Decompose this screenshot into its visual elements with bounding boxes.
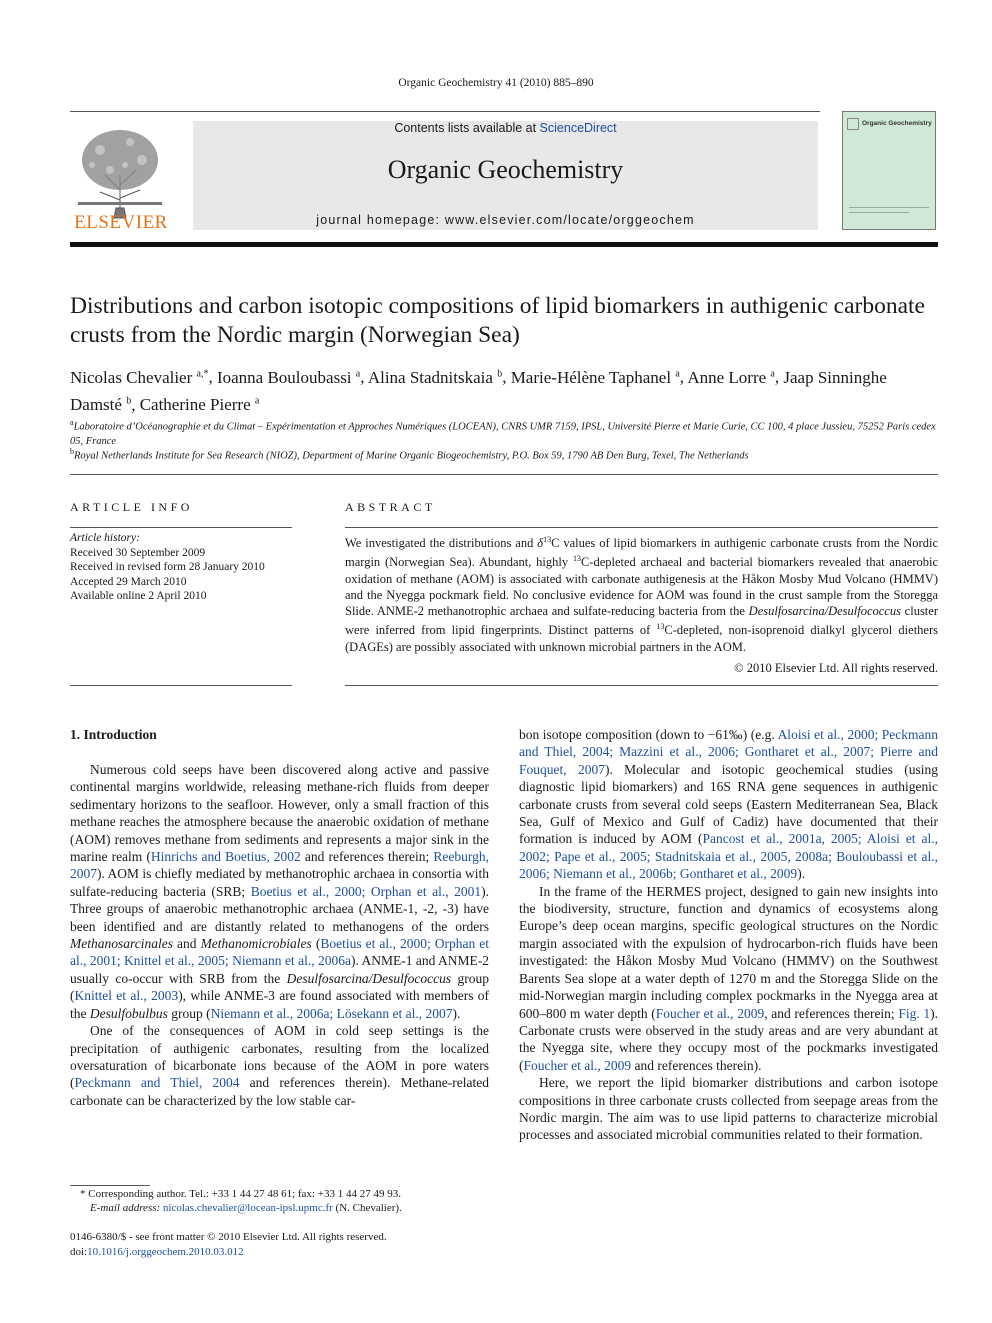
- corresponding-author-note: * Corresponding author. Tel.: +33 1 44 27 48 61; fax: +33 1 44 27 49 93.: [80, 1188, 401, 1200]
- footnote-rule: [70, 1185, 150, 1186]
- affiliation-b: $^b$Royal Netherlands Institute for Sea Research (NIOZ), Department of Marine Organic Biogeochemistry, P.O. Box 59, 1790 AB Den Burg, Texel, The Netherlands: [70, 447, 749, 462]
- journal-title: Organic Geochemistry: [387, 155, 624, 184]
- article-history: Article history: Received 30 September 2009 Received in revised form 28 January 2010 Accepted 29 March 2010 Available online 2 April 2010: [70, 532, 265, 602]
- paragraph: bon isotope composition (down to −61‰) (e.g. Aloisi et al., 2000; Peckmann and Thiel, 2004; Mazzini et al., 2006; Gontharet et al., 2007; Pierre and Fouquet, 2007). Molecular and isotopic geochemical studies (using diagnostic lipid biomarkers) and 16S RNA gene sequences in authigenic carbonate crusts from several cold seeps (Eastern Mediterranean Sea, Black Sea, Gulf of Mexico and Gulf of Cadiz) have documented that their formation is induced by AOM (Pancost et al., 2001a, 2005; Aloisi et al., 2002; Pape et al., 2005; Stadnitskaia et al., 2005, 2008a; Bouloubassi et al., 2006; Niemann et al., 2006b; Gontharet et al., 2009).: [519, 727, 938, 882]
- author[interactable]: Nicolas Chevalier $^{a,*}$: [70, 367, 209, 387]
- author[interactable]: Anne Lorre $^a$: [687, 367, 775, 387]
- header-thick-rule: [70, 242, 938, 247]
- author[interactable]: Ioanna Bouloubassi $^a$: [216, 367, 361, 387]
- body-column-right: [519, 726, 938, 1144]
- doi-line: doi:10.1016/j.orggeochem.2010.03.012: [70, 1246, 244, 1258]
- email-link[interactable]: nicolas.chevalier@locean-ipsl.upmc.fr: [162, 1202, 333, 1214]
- citation-link[interactable]: Boetius et al., 2000; Orphan et al., 2001: [250, 883, 482, 899]
- abstract-heading: ABSTRACT: [345, 500, 436, 514]
- journal-cover-thumbnail: [842, 111, 936, 230]
- paragraph: Numerous cold seeps have been discovered along active and passive continental margins worldwide, releasing methane-rich fluids from deeper sedimentary horizons to the seafloor. However, only a small fraction of this methane reaches the atmosphere because the anaerobic oxidation of methane (AOM) removes methane from sediments and represents a major sink in the marine realm (Hinrichs and Boetius, 2002 and references therein; Reeburgh, 2007). AOM is chiefly mediated by methanotrophic archaea in consortia with sulfate-reducing bacteria (SRB; Boetius et al., 2000; Orphan et al., 2001). Three groups of anaerobic methanotrophic archaea (ANME-1, -2, -3) have been identified and are distantly related to methanogens of the orders Methanosarcinales and Methanomicrobiales (Boetius et al., 2000; Orphan et al., 2001; Knittel et al., 2005; Niemann et al., 2006a). ANME-1 and ANME-2 usually co-occur with SRB from the Desulfosarcina/Desulfococcus group (Knittel et al., 2003), while ANME-3 are found associated with members of the Desulfobulbus group (Niemann et al., 2006a; Lösekann et al., 2007).: [70, 762, 490, 1021]
- article-title: Distributions and carbon isotopic compositions of lipid biomarkers in authigenic carbonate crusts from the Nordic margin (Norwegian Sea): [70, 293, 925, 348]
- abstract-copyright: © 2010 Elsevier Ltd. All rights reserved.: [734, 661, 938, 675]
- citation-link[interactable]: Aloisi et al., 2000; Peckmann and Thiel, 2004; Mazzini et al., 2006; Gontharet et al., 2007; Pierre and Fouquet, 2007: [519, 727, 938, 777]
- paragraph: In the frame of the HERMES project, designed to gain new insights into the biodiversity, structure, function and dynamics of ecosystems along Europe’s deep ocean margins, specific geological structures on the Nordic margin associated with the expulsion of hydrocarbon-rich fluids have been investigated: the Håkon Mosby Mud Volcano (HMMV) on the Southwest Barents Sea slope at a water depth of 1270 m and the Storegga Slide on the mid-Norwegian margin including complex pockmarks in the Nyegga area at 600–800 m water depth (Foucher et al., 2009, and references therein; Fig. 1). Carbonate crusts were observed in the study areas and are very abundant at the Nyegga site, where they occupy most of the pockmarks investigated (Foucher et al., 2009 and references therein).: [519, 883, 938, 1073]
- article-info-heading: ARTICLE INFO: [70, 500, 193, 514]
- author[interactable]: Catherine Pierre $^a$: [139, 395, 260, 415]
- citation-link[interactable]: Foucher et al., 2009: [523, 1057, 632, 1073]
- author[interactable]: Jaap Sinninghe Damsté $^b$: [70, 367, 887, 415]
- paragraph: One of the consequences of AOM in cold seep settings is the precipitation of authigenic carbonates, resulting from the localized oversaturation of bicarbonate ions because of the AOM in pore waters (Peckmann and Thiel, 2004 and references therein). Methane-related carbonate can be characterized by the low stable car-: [70, 1023, 489, 1108]
- sciencedirect-link[interactable]: ScienceDirect: [539, 121, 617, 135]
- paragraph: Here, we report the lipid biomarker distributions and carbon isotope compositions in three carbonate crusts collected from seepage areas from the Nordic margin. The aim was to use lipid patterns to characterize microbial processes and associated microbial communities related to their formation.: [519, 1075, 938, 1143]
- figure-link[interactable]: Fig. 1: [898, 1005, 931, 1021]
- contents-available: Contents lists available at ScienceDirect: [394, 121, 617, 135]
- citation-link[interactable]: Peckmann and Thiel, 2004: [74, 1075, 240, 1091]
- author[interactable]: Alina Stadnitskaia $^b$: [367, 367, 503, 387]
- citation-link[interactable]: Reeburgh, 2007: [70, 849, 489, 882]
- article-info-rule: [70, 527, 292, 528]
- doi-link[interactable]: 10.1016/j.orggeochem.2010.03.012: [87, 1246, 244, 1258]
- affiliation-rule: [70, 474, 938, 475]
- abstract-text: We investigated the distributions and $\delta^{13}C$ values of lipid biomarkers in authigenic carbonate crusts from the Nordic margin (Norwegian Sea). Abundant, highly $^{13}$C-depleted archaeal and bacterial biomarkers revealed that anaerobic oxidation of methane (AOM) is associated with carbonate authigenesis at the Håkon Mosby Mud Volcano (HMMV) and the Nyegga pockmark field. No conclusive evidence for AOM was found in the crust sample from the Storegga Slide. ANME-2 methanotrophic archaea and sulfate-reducing bacteria from the Desulfosarcina/Desulfococcus cluster were inferred from lipid fingerprints. Distinct patterns of $^{13}$C-depleted, non-isoprenoid dialkyl glycerol diethers (DAGEs) are possibly associated with unknown microbial partners in the AOM.: [345, 535, 938, 654]
- citation-link[interactable]: Foucher et al., 2009: [655, 1005, 765, 1021]
- citation-link[interactable]: Boetius et al., 2000; Orphan et al., 2001; Knittel et al., 2005; Niemann et al., 2006a: [70, 936, 490, 969]
- author-list: Nicolas Chevalier $^{a,*}$, Ioanna Bouloubassi $^a$, Alina Stadnitskaia $^b$, Marie-Hélène Taphanel $^a$, Anne Lorre $^a$, Jaap Sinninghe Damsté $^b$, Catherine Pierre $^a$: [70, 367, 887, 415]
- author[interactable]: Marie-Hélène Taphanel $^a$: [510, 367, 680, 387]
- section-heading-introduction: 1. Introduction: [70, 727, 157, 742]
- citation-link[interactable]: Niemann et al., 2006a; Lösekann et al., 2007: [210, 1005, 453, 1021]
- journal-citation: Organic Geochemistry 41 (2010) 885–890: [398, 77, 594, 89]
- issn-line: 0146-6380/$ - see front matter © 2010 Elsevier Ltd. All rights reserved.: [70, 1231, 387, 1243]
- body-column-left: [70, 761, 489, 1109]
- affiliation-a: $^a$Laboratoire d’Océanographie et du Climat – Expérimentation et Approches Numériques (LOCEAN), CNRS UMR 7159, IPSL, Université Pierre et Marie Curie, CC 100, 4 place Jussieu, 75252 Paris cedex 05, France: [70, 418, 936, 447]
- citation-link[interactable]: Pancost et al., 2001a, 2005; Aloisi et al., 2002; Pape et al., 2005; Stadnitskaia et al., 2005, 2008a; Bouloubassi et al., 2006; Niemann et al., 2006b; Gontharet et al., 2009: [519, 831, 938, 882]
- journal-homepage[interactable]: journal homepage: www.elsevier.com/locate/orggeochem: [316, 213, 695, 227]
- citation-link[interactable]: Hinrichs and Boetius, 2002: [150, 849, 301, 865]
- cover-label: Organic Geochemistry: [862, 120, 932, 127]
- header-rule: [70, 111, 820, 112]
- citation-link[interactable]: Knittel et al., 2003: [74, 988, 179, 1004]
- abstract-rule: [345, 527, 938, 528]
- email-note: E-mail address: nicolas.chevalier@locean-ipsl.upmc.fr (N. Chevalier).: [90, 1202, 402, 1214]
- abstract-bottom-rule: [345, 685, 938, 686]
- article-info-bottom-rule: [70, 685, 292, 686]
- elsevier-wordmark: ELSEVIER: [74, 212, 168, 233]
